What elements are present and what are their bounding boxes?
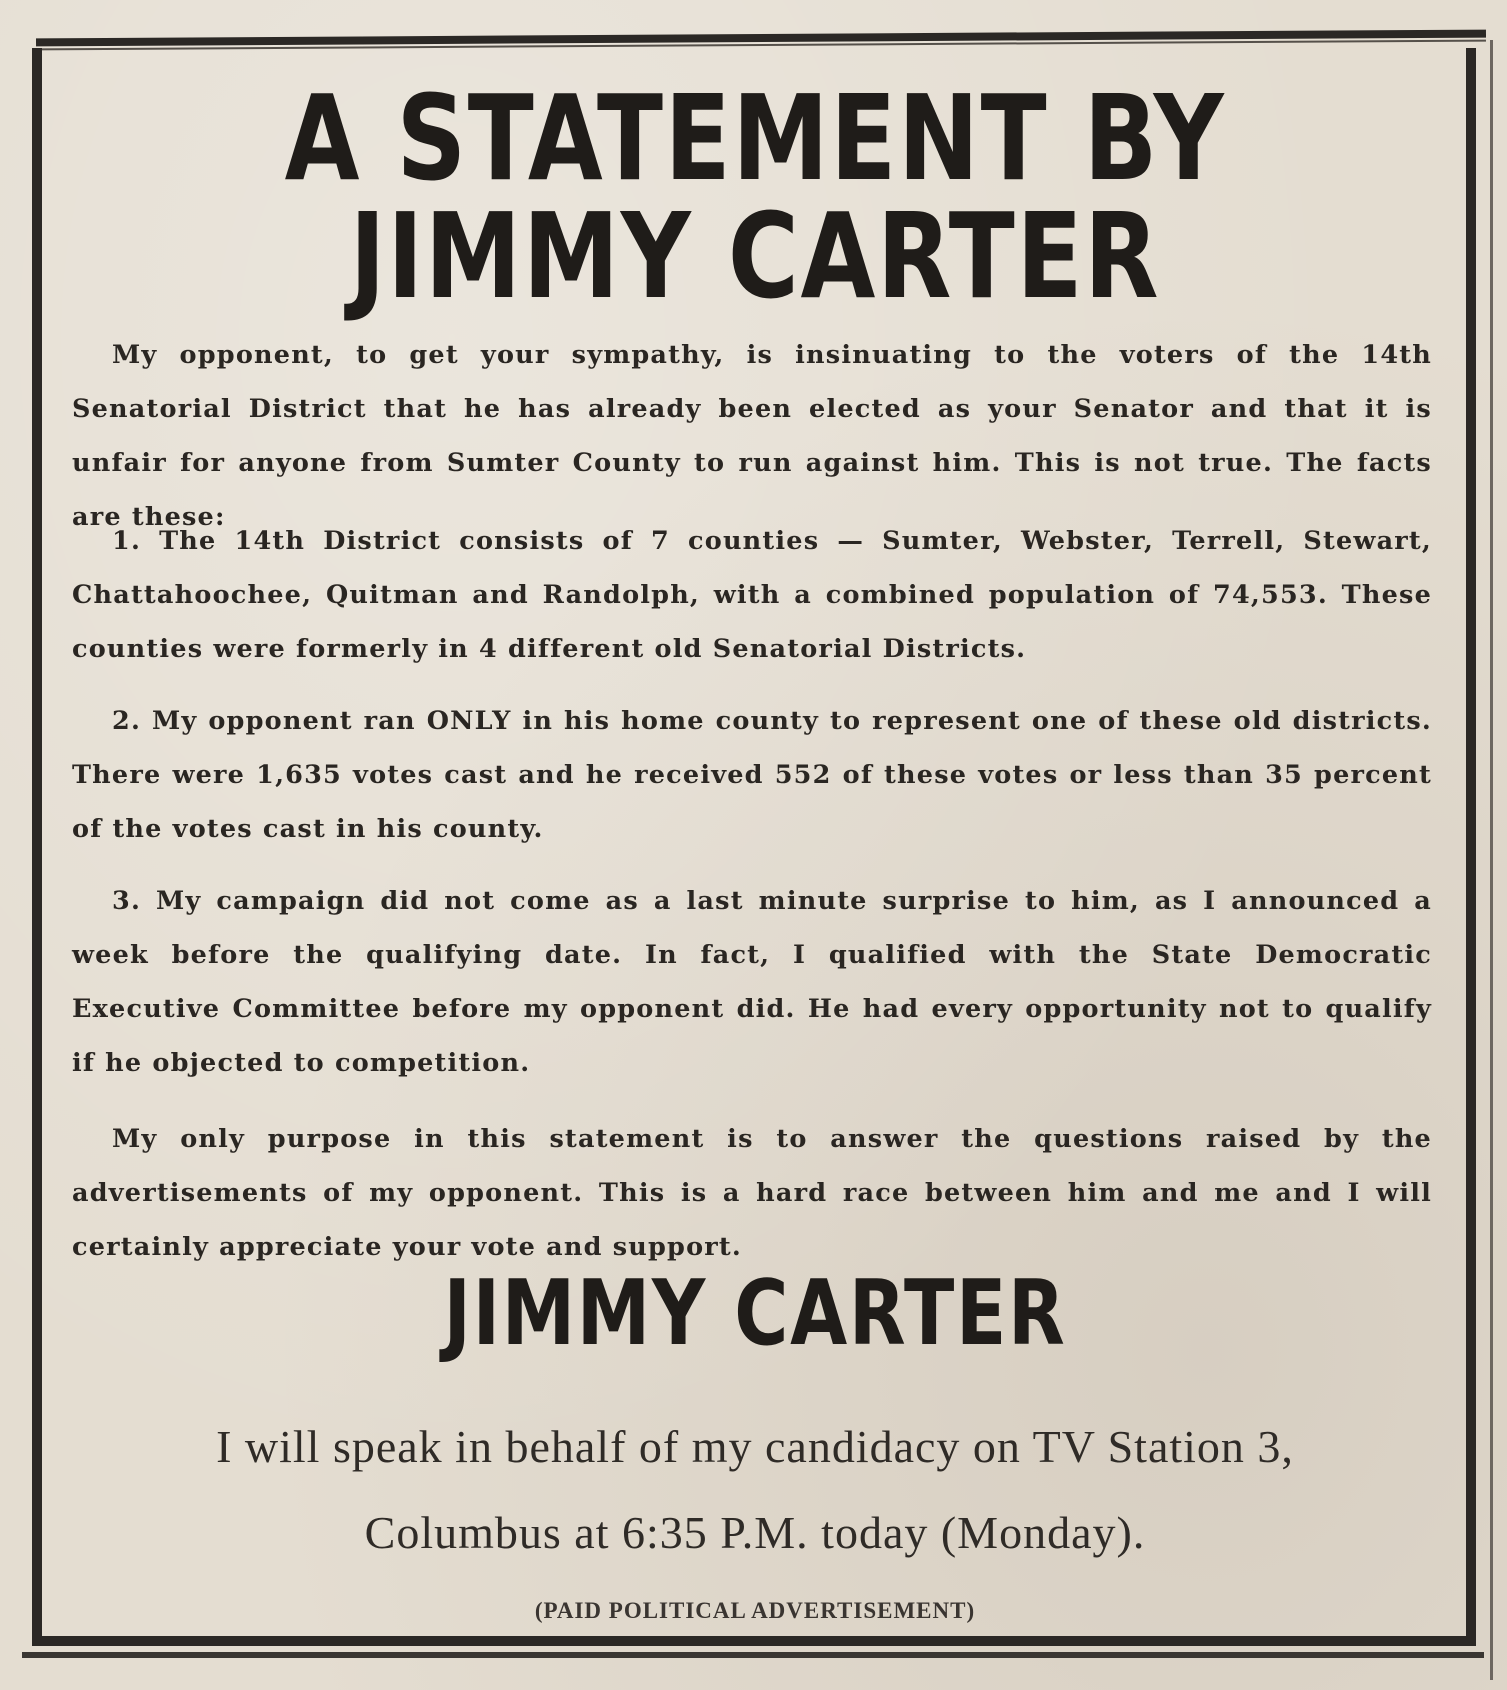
- paid-advertisement-label: (PAID POLITICAL ADVERTISEMENT): [534, 1598, 976, 1623]
- closing-paragraph: My only purpose in this statement is to answer the questions raised by the advertisements of my opponent. This is a hard race between him and me and I will certainly appreciate your vote and support.: [72, 1124, 1432, 1262]
- fact-3-paragraph: 3. My campaign did not come as a last minute surprise to him, as I announced a week before the qualifying date. In fact, I qualified with the State Democratic Executive Committee before my opponent did. He had every opportunity not to qualify if he objected to competition.: [72, 886, 1432, 1078]
- signature-name: JIMMY CARTER: [443, 1261, 1067, 1366]
- tv-notice-line-2: Columbus at 6:35 P.M. today (Monday).: [364, 1507, 1146, 1558]
- column-divider: [1490, 40, 1493, 1680]
- fact-2-paragraph: 2. My opponent ran ONLY in his home county to represent one of these old districts. There were 1,635 votes cast and he received 552 of these votes or less than 35 percent of the votes cast in his county.: [72, 706, 1432, 844]
- tv-notice-line-1: I will speak in behalf of my candidacy on TV Station 3,: [216, 1421, 1294, 1472]
- headline-line-1: A STATEMENT BY: [284, 69, 1226, 207]
- fact-1-paragraph: 1. The 14th District consists of 7 counties — Sumter, Webster, Terrell, Stewart, Chattahoochee, Quitman and Randolph, with a combined population of 74,553. These counties were formerly in 4 different old Senatorial Districts.: [72, 526, 1432, 664]
- headline-line-2: JIMMY CARTER: [349, 187, 1161, 325]
- intro-paragraph: My opponent, to get your sympathy, is insinuating to the voters of the 14th Senatorial District that he has already been elected as your Senator and that it is unfair for anyone from Sumter County to run against him. This is not true. The facts are these:: [72, 340, 1432, 532]
- bottom-border-rule: [22, 1652, 1484, 1658]
